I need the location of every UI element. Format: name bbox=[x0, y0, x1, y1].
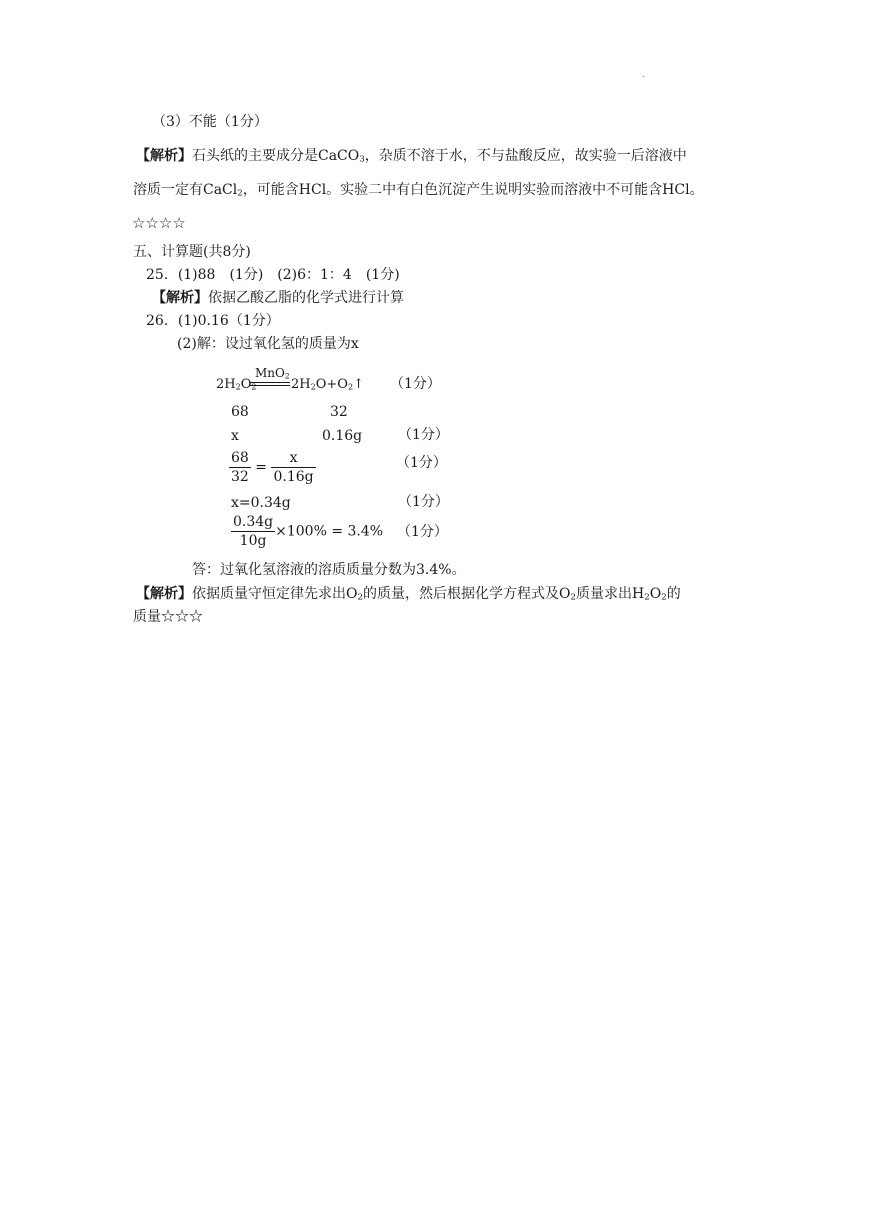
fraction-x-mass bbox=[271, 451, 315, 484]
gas-arrow-icon: ↑ bbox=[353, 377, 364, 392]
subscript: 2 bbox=[235, 382, 241, 392]
subscript: 3 bbox=[359, 154, 365, 165]
q26-part1: 26．(1)0.16（1分） bbox=[146, 313, 280, 329]
difficulty-stars: ☆☆☆☆ bbox=[132, 214, 186, 232]
analysis-text: 质量求出H bbox=[576, 586, 645, 602]
final-analysis-line1 bbox=[136, 587, 681, 602]
subscript: 2 bbox=[284, 371, 290, 381]
analysis-text: O bbox=[649, 586, 662, 602]
fraction-68-32 bbox=[229, 451, 251, 484]
eq-text: O+O bbox=[315, 377, 348, 392]
part3-analysis-line1 bbox=[136, 149, 687, 164]
subscript: 2 bbox=[661, 592, 667, 603]
denominator: 0.16g bbox=[273, 469, 314, 485]
part3-analysis-line2 bbox=[133, 183, 704, 198]
analysis-label: 【解析】 bbox=[136, 586, 192, 602]
subscript: 2 bbox=[347, 382, 354, 392]
denominator: 32 bbox=[231, 469, 249, 485]
percent-result: ×100% = 3.4% bbox=[275, 523, 384, 540]
catalyst-condition bbox=[255, 366, 290, 380]
subscript: 2 bbox=[310, 382, 316, 392]
analysis-text: ，杂质不溶于水，不与盐酸反应，故实验一后溶液中 bbox=[364, 148, 687, 164]
q25-answer: 25．(1)88 (1分) (2)6：1：4 (1分) bbox=[146, 267, 400, 283]
section-heading: 五、计算题(共8分) bbox=[133, 244, 251, 260]
subscript: 2 bbox=[237, 188, 243, 199]
analysis-text: 石头纸的主要成分是CaCO bbox=[192, 148, 360, 164]
final-answer: 答：过氧化氢溶液的溶质质量分数为3.4%。 bbox=[192, 562, 466, 578]
numerator: 68 bbox=[231, 450, 249, 466]
final-analysis-line2: 质量☆☆☆ bbox=[133, 609, 203, 625]
eq-text: MnO bbox=[255, 366, 285, 380]
equation-score: （1分） bbox=[390, 376, 441, 392]
eq-text: O bbox=[240, 377, 252, 392]
analysis-text: 溶质一定有CaCl bbox=[133, 182, 238, 198]
analysis-label: 【解析】 bbox=[136, 148, 192, 164]
equation-rhs bbox=[291, 378, 364, 392]
score: （1分） bbox=[398, 427, 449, 443]
reaction-equals-sign bbox=[250, 382, 290, 386]
q25-analysis bbox=[152, 291, 404, 305]
part3-answer: （3）不能（1分） bbox=[152, 114, 268, 130]
numerator: x bbox=[271, 451, 315, 468]
equals-sign: = bbox=[255, 459, 268, 476]
q26-part2-intro: (2)解：设过氧化氢的质量为x bbox=[177, 336, 359, 352]
score: （1分） bbox=[397, 524, 448, 540]
analysis-text: ，可能含HCl。实验二中有白色沉淀产生说明实验而溶液中不可能含HCl。 bbox=[242, 182, 704, 198]
subscript: 2 bbox=[570, 592, 577, 603]
analysis-text: 依据乙酸乙脂的化学式进行计算 bbox=[208, 290, 404, 306]
subscript: 2 bbox=[644, 592, 650, 603]
score: （1分） bbox=[396, 455, 447, 471]
analysis-text: 依据质量守恒定律先求出O bbox=[192, 586, 358, 602]
analysis-text: 的 bbox=[666, 586, 681, 602]
percentage-calc bbox=[231, 515, 383, 548]
subscript: 2 bbox=[251, 382, 257, 392]
analysis-label: 【解析】 bbox=[152, 290, 208, 306]
molar-mass-h2o2: 68 bbox=[231, 404, 249, 420]
score: （1分） bbox=[398, 494, 449, 510]
unknown-x: x bbox=[231, 428, 239, 444]
corner-mark: . bbox=[642, 70, 645, 79]
o2-mass: 0.16g bbox=[322, 428, 363, 444]
fraction-mass-ratio bbox=[231, 515, 275, 548]
proportion bbox=[229, 451, 316, 484]
result-x: x=0.34g bbox=[231, 495, 291, 511]
subscript: 2 bbox=[357, 592, 364, 603]
eq-text: 2H bbox=[216, 377, 236, 392]
denominator: 10g bbox=[239, 533, 267, 549]
numerator: 0.34g bbox=[233, 514, 274, 530]
molar-mass-o2: 32 bbox=[330, 404, 348, 420]
eq-text: 2H bbox=[291, 377, 311, 392]
analysis-text: 的质量，然后根据化学方程式及O bbox=[363, 586, 571, 602]
